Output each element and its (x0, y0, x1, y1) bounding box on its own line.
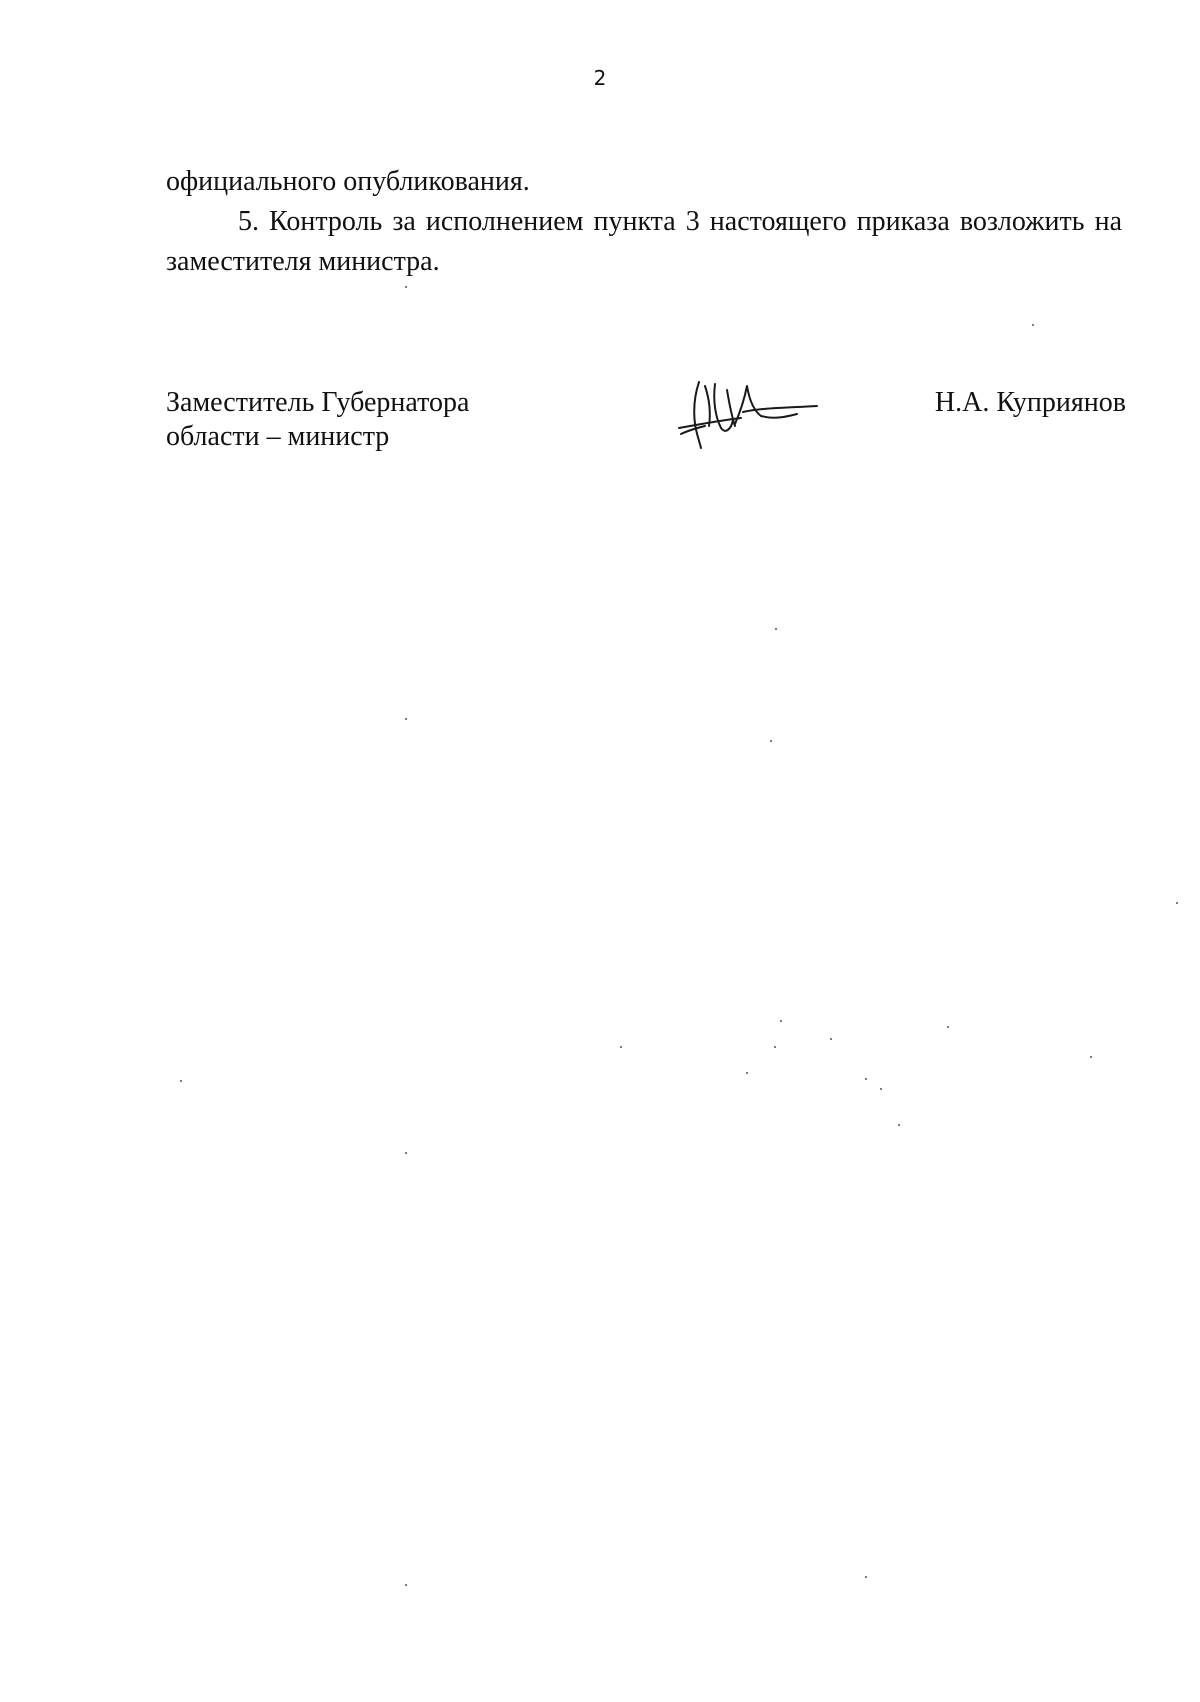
scan-speck (405, 286, 407, 288)
scan-speck (746, 1072, 748, 1074)
scan-speck (770, 740, 772, 742)
scan-speck (1090, 1056, 1092, 1058)
scan-speck (898, 1124, 900, 1126)
scan-speck (775, 628, 777, 630)
page-number: 2 (593, 66, 607, 90)
paragraph-continuation: официального опубликования. (166, 166, 530, 197)
signer-position (166, 386, 469, 454)
paragraph-item-5: 5. Контроль за исполнением пункта 3 настоящего приказа возложить на заместителя министра. (166, 206, 1122, 277)
scan-speck (947, 1026, 949, 1028)
scan-speck (620, 1046, 622, 1048)
signer-position-line-2: области – министр (166, 421, 390, 452)
scan-speck (1176, 902, 1178, 904)
scan-speck (880, 1088, 882, 1090)
scan-speck (405, 1152, 407, 1154)
document-body (166, 162, 1122, 282)
scan-speck (405, 718, 407, 720)
scan-speck (865, 1078, 867, 1080)
scan-speck (180, 1080, 182, 1082)
scan-speck (865, 1576, 867, 1578)
scan-speck (1032, 324, 1034, 326)
signature-block (166, 386, 1126, 466)
handwritten-signature (671, 374, 821, 454)
scan-speck (774, 1046, 776, 1048)
scan-speck (405, 1584, 407, 1586)
scan-speck (830, 1038, 832, 1040)
signer-position-line-1: Заместитель Губернатора (166, 387, 470, 418)
signer-name: Н.А. Куприянов (934, 387, 1126, 418)
scan-speck (780, 1020, 782, 1022)
